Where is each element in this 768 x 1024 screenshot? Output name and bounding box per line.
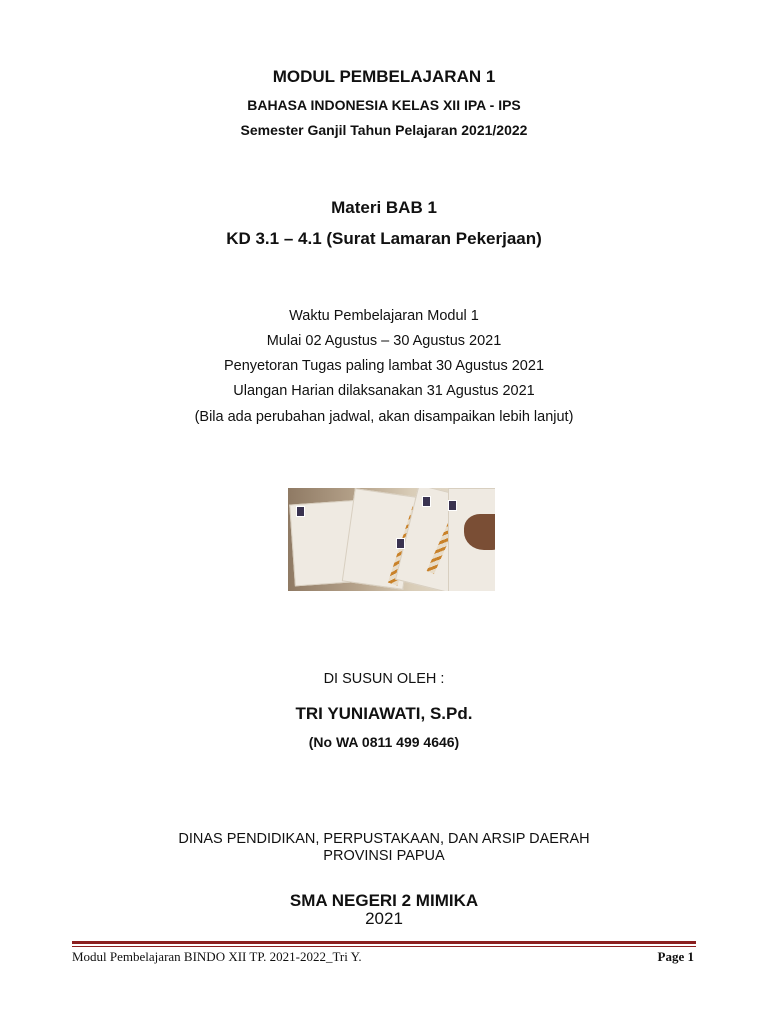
footer-divider-thin [72, 946, 696, 947]
module-title: MODUL PEMBELAJARAN 1 [272, 67, 496, 86]
author-label: DI SUSUN OLEH : [323, 671, 445, 687]
schedule-line: Penyetoran Tugas paling lambat 30 Agustus 2021 [223, 358, 545, 374]
semester-line: Semester Ganjil Tahun Pelajaran 2021/2022 [240, 122, 528, 138]
footer-divider [72, 941, 696, 944]
school-name: SMA NEGERI 2 MIMIKA [289, 891, 479, 910]
footer-page-number: Page 1 [657, 949, 694, 964]
application-letters-photo [288, 488, 495, 591]
schedule-line: Waktu Pembelajaran Modul 1 [289, 308, 479, 324]
schedule-line: Mulai 02 Agustus – 30 Agustus 2021 [266, 333, 502, 349]
agency-name: DINAS PENDIDIKAN, PERPUSTAKAAN, DAN ARSIP DAERAH [178, 831, 590, 847]
footer-document-name: Modul Pembelajaran BINDO XII TP. 2021-2022_Tri Y. [72, 949, 362, 964]
schedule-line: Ulangan Harian dilaksanakan 31 Agustus 2021 [233, 383, 535, 399]
province-name: PROVINSI PAPUA [323, 848, 445, 864]
author-contact: (No WA 0811 499 4646) [308, 734, 460, 750]
competency-title: KD 3.1 – 4.1 (Surat Lamaran Pekerjaan) [226, 229, 542, 248]
module-subtitle: BAHASA INDONESIA KELAS XII IPA - IPS [247, 97, 521, 113]
author-name: TRI YUNIAWATI, S.Pd. [295, 704, 473, 723]
schedule-line: (Bila ada perubahan jadwal, akan disampaikan lebih lanjut) [194, 409, 574, 425]
school-year: 2021 [365, 909, 403, 928]
chapter-title: Materi BAB 1 [331, 198, 437, 217]
